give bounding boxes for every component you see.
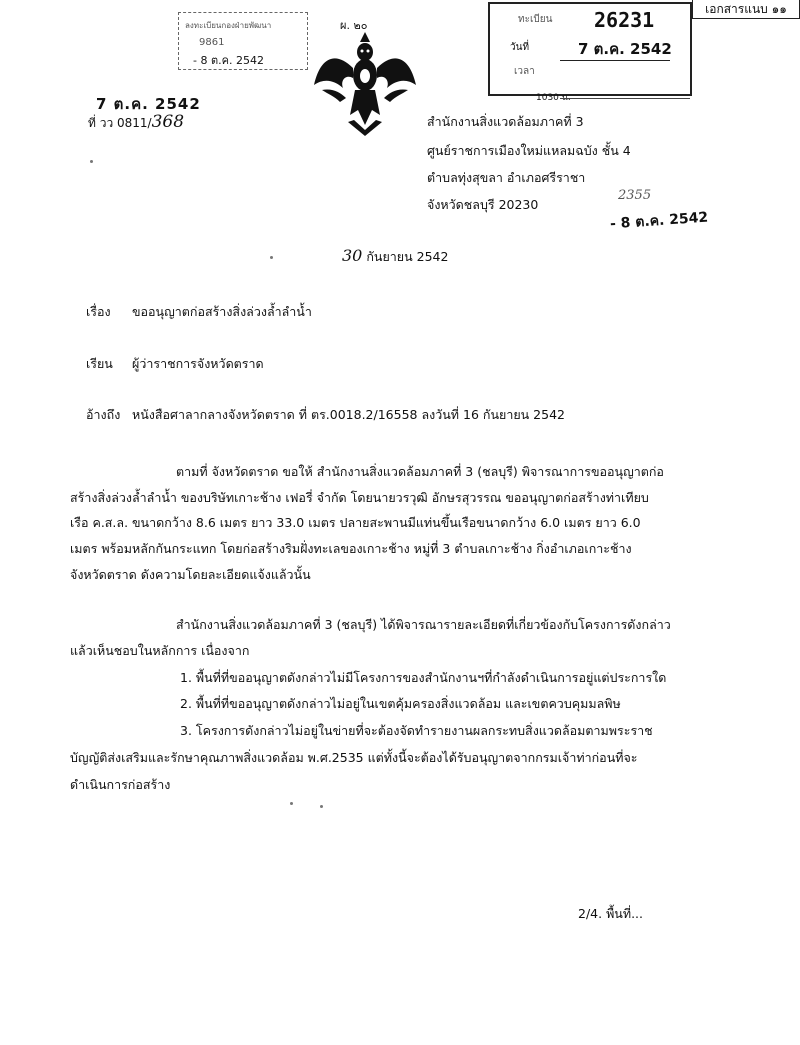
subject-text: ขออนุญาตก่อสร้างสิ่งล่วงล้ำลำน้ำ: [132, 304, 312, 319]
garuda-emblem: [310, 30, 420, 140]
scan-speck: [320, 805, 323, 808]
list-item-3-continuation-line1: บัญญัติส่งเสริมและรักษาคุณภาพสิ่งแวดล้อม พ.ศ.2535 แต่ทั้งนี้จะต้องได้รับอนุญาตจากกรมเจ้าท่าก่อนที่จะ: [70, 750, 638, 765]
document-number-prefix: ที่ วว 0811/: [88, 116, 152, 130]
scan-speck: [90, 160, 93, 163]
document-date-text: กันยายน 2542: [366, 249, 449, 264]
document-number-handwritten: 368: [151, 112, 185, 132]
stamp-right-number: 26231: [594, 8, 655, 32]
stamp-left-date: - 8 ต.ค. 2542: [193, 54, 264, 67]
document-date-day-handwritten: 30: [342, 246, 363, 265]
list-item-3-continuation-line2: ดำเนินการก่อสร้าง: [70, 777, 171, 792]
paragraph1-line1: ตามที่ จังหวัดตราด ขอให้ สำนักงานสิ่งแวดล้อมภาคที่ 3 (ชลบุรี) พิจารณาการขออนุญาตก่อ: [176, 464, 664, 479]
stamp-left-title: ลงทะเบียนกองฝ่ายพัฒนา: [185, 21, 272, 30]
subject-label: เรื่อง: [86, 304, 111, 319]
list-item-3: 3. โครงการดังกล่าวไม่อยู่ในข่ายที่จะต้องจัดทำรายงานผลกระทบสิ่งแวดล้อมตามพระราช: [180, 723, 653, 738]
registration-stamp-left: [178, 12, 308, 70]
document-date: [342, 246, 448, 267]
stamp-right-footer: 1030 น.: [536, 93, 571, 103]
sender-address-line4: จังหวัดชลบุรี 20230: [427, 197, 539, 212]
scan-speck: [270, 256, 273, 259]
stamp-right-time-label: เวลา: [514, 66, 535, 77]
sender-address-line1: สำนักงานสิ่งแวดล้อมภาคที่ 3: [427, 114, 584, 129]
sender-address-line3: ตำบลทุ่งสุขลา อำเภอศรีราชา: [427, 170, 586, 185]
reference-text: หนังสือศาลากลางจังหวัดตราด ที่ ตร.0018.2/16558 ลงวันที่ 16 กันยายน 2542: [132, 407, 565, 422]
paragraph1-line5: จังหวัดตราด ดังความโดยละเอียดแจ้งแล้วนั้น: [70, 567, 311, 582]
list-item-1: 1. พื้นที่ที่ขออนุญาตดังกล่าวไม่มีโครงการของสำนักงานฯที่กำลังดำเนินการอยู่แต่ประการใด: [180, 670, 667, 685]
recipient-text: ผู้ว่าราชการจังหวัดตราด: [132, 356, 264, 371]
reference-label: อ้างถึง: [86, 407, 121, 422]
paragraph2-line1: สำนักงานสิ่งแวดล้อมภาคที่ 3 (ชลบุรี) ได้พิจารณารายละเอียดที่เกี่ยวข้องกับโครงการดังกล่าว: [176, 617, 671, 632]
stamp-right-date-label: วันที่: [510, 42, 530, 53]
registration-stamp-right: [488, 2, 692, 96]
stamp-left-number: 9861: [199, 37, 225, 48]
stamp-right-date: 7 ต.ค. 2542: [578, 40, 672, 58]
side-stamp-number: 2355: [618, 188, 652, 203]
form-code: ผ. ๒๐: [340, 19, 368, 32]
corner-label: เอกสารแนบ ๑๑: [692, 0, 800, 19]
page-continuation: 2/4. พื้นที่...: [578, 906, 644, 921]
document-number: [88, 112, 184, 133]
paragraph1-line2: สร้างสิ่งล่วงล้ำลำน้ำ ของบริษัทเกาะช้าง เฟอรี่ จำกัด โดยนายวรวุฒิ อักษรสุวรรณ ขออนุญาตก่อสร้างท่าเทียบ: [70, 490, 649, 505]
received-date-stamp: 7 ต.ค. 2542: [96, 95, 201, 113]
recipient-label: เรียน: [86, 356, 113, 371]
paragraph1-line3: เรือ ค.ส.ล. ขนาดกว้าง 8.6 เมตร ยาว 33.0 เมตร ปลายสะพานมีแท่นขึ้นเรือขนาดกว้าง 6.0 เมตร ยาว 6.0: [70, 515, 641, 530]
stamp-right-line: [560, 60, 670, 61]
scan-speck: [290, 802, 293, 805]
stamp-right-footer-line: [560, 98, 690, 99]
side-stamp-date: - 8 ต.ค. 2542: [609, 209, 709, 233]
list-item-2: 2. พื้นที่ที่ขออนุญาตดังกล่าวไม่อยู่ในเขตคุ้มครองสิ่งแวดล้อม และเขตควบคุมมลพิษ: [180, 696, 621, 711]
stamp-right-reg-label: ทะเบียน: [518, 14, 553, 25]
paragraph1-line4: เมตร พร้อมหลักกันกระแทก โดยก่อสร้างริมฝั่งทะเลของเกาะช้าง หมู่ที่ 3 ตำบลเกาะช้าง กิ่งอำเภอเกาะช้าง: [70, 541, 632, 556]
paragraph2-line2: แล้วเห็นชอบในหลักการ เนื่องจาก: [70, 643, 250, 658]
sender-address-line2: ศูนย์ราชการเมืองใหม่แหลมฉบัง ชั้น 4: [427, 143, 631, 158]
